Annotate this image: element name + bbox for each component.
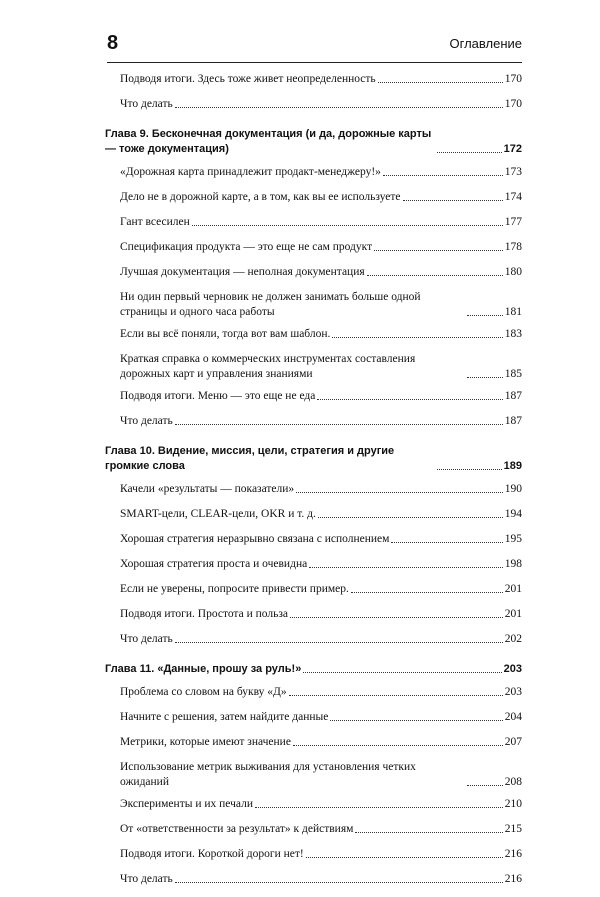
toc-entry-title: Использование метрик выживания для установления четких ожиданий (120, 761, 416, 788)
page-number: 8 (107, 32, 119, 54)
chapter-title: Глава 9. Бесконечная документация (и да, дорожные карты — тоже документация) (105, 128, 432, 155)
dot-leader (403, 199, 503, 201)
toc-entry-page: 216 (504, 848, 522, 860)
toc-entry-page: 181 (504, 306, 522, 318)
dot-leader (467, 376, 503, 378)
toc-entry-title: Гант всесилен (120, 216, 190, 228)
toc-entry-page: 216 (504, 873, 522, 885)
dot-leader (378, 81, 503, 83)
toc-entry-title: Хорошая стратегия проста и очевидна (120, 558, 308, 570)
toc-entry-title: Начните с решения, затем найдите данные (120, 711, 329, 723)
toc-entry (105, 872, 522, 887)
toc-entry (105, 352, 522, 382)
toc-entry (105, 507, 522, 522)
header-rule (107, 62, 522, 63)
dot-leader (317, 398, 502, 400)
dot-leader (355, 831, 502, 833)
dot-leader (192, 224, 503, 226)
chapter-title: Глава 11. «Данные, прошу за руль!» (105, 663, 302, 675)
toc-entry-page: 173 (504, 166, 522, 178)
toc-entry-title: Подводя итоги. Меню — это еще не еда (120, 390, 316, 402)
toc-entry (105, 97, 522, 112)
running-title: Оглавление (449, 36, 522, 51)
toc-entry-title: Что делать (120, 873, 173, 885)
toc-entry-page: 204 (504, 711, 522, 723)
toc-entry-title: Ни один первый черновик не должен занимать больше одной страницы и одного часа работы (120, 291, 421, 318)
dot-leader (293, 744, 503, 746)
toc-entry-title: SMART-цели, CLEAR-цели, OKR и т. д. (120, 508, 316, 520)
toc-entry (105, 389, 522, 404)
toc-entry-page: 180 (504, 266, 522, 278)
toc-entry-title: Метрики, которые имеют значение (120, 736, 291, 748)
toc-entry-title: Подводя итоги. Короткой дороги нет! (120, 848, 304, 860)
toc-entry-page: 187 (504, 390, 522, 402)
dot-leader (296, 491, 503, 493)
toc-entry (105, 710, 522, 725)
dot-leader (306, 856, 503, 858)
toc-entry (105, 847, 522, 862)
dot-leader (351, 591, 503, 593)
dot-leader (290, 616, 503, 618)
dot-leader (367, 274, 503, 276)
toc-entry (105, 240, 522, 255)
chapter-heading (105, 444, 522, 474)
toc-entry (105, 215, 522, 230)
toc-entry (105, 735, 522, 750)
dot-leader (332, 336, 502, 338)
chapter-title: Глава 10. Видение, миссия, цели, стратегия и другие громкие слова (105, 445, 395, 472)
toc-entry-title: Что делать (120, 633, 173, 645)
toc-entry-page: 208 (504, 776, 522, 788)
toc-entry-page: 194 (504, 508, 522, 520)
chapter-page: 189 (503, 460, 522, 472)
dot-leader (303, 671, 501, 673)
toc-entry-page: 203 (504, 686, 522, 698)
toc-entry (105, 532, 522, 547)
toc-entry (105, 632, 522, 647)
toc-entry-page: 187 (504, 415, 522, 427)
chapter-page: 203 (503, 663, 522, 675)
toc-entry-title: Проблема со словом на букву «Д» (120, 686, 287, 698)
dot-leader (391, 541, 502, 543)
toc-entry-page: 215 (504, 823, 522, 835)
toc-entry (105, 165, 522, 180)
toc-entry-page: 190 (504, 483, 522, 495)
toc-entry (105, 822, 522, 837)
toc-entry-page: 202 (504, 633, 522, 645)
dot-leader (383, 174, 503, 176)
toc-entry (105, 557, 522, 572)
toc-entry (105, 482, 522, 497)
toc-entry-page: 210 (504, 798, 522, 810)
toc-entry-page: 170 (504, 73, 522, 85)
toc-entry-page: 177 (504, 216, 522, 228)
dot-leader (289, 694, 503, 696)
toc-entry (105, 797, 522, 812)
toc-entry-title: Если вы всё поняли, тогда вот вам шаблон. (120, 328, 331, 340)
dot-leader (330, 719, 502, 721)
toc-entry-title: Дело не в дорожной карте, а в том, как вы ее используете (120, 191, 401, 203)
toc-entry-title: Лучшая документация — неполная документация (120, 266, 365, 278)
toc-entry-title: Хорошая стратегия неразрывно связана с исполнением (120, 533, 390, 545)
chapter-page: 172 (503, 143, 522, 155)
toc-entry-title: Качели «результаты — показатели» (120, 483, 295, 495)
toc-entry-title: Если не уверены, попросите привести пример. (120, 583, 349, 595)
toc-entry-page: 174 (504, 191, 522, 203)
toc-entry-title: Что делать (120, 415, 173, 427)
toc-entry-page: 183 (504, 328, 522, 340)
chapter-heading (105, 127, 522, 157)
toc-entry-page: 170 (504, 98, 522, 110)
table-of-contents (105, 72, 522, 897)
toc-entry (105, 327, 522, 342)
dot-leader (255, 806, 503, 808)
toc-entry-page: 207 (504, 736, 522, 748)
toc-entry-title: «Дорожная карта принадлежит продакт-менеджеру!» (120, 166, 381, 178)
toc-entry (105, 414, 522, 429)
toc-entry (105, 582, 522, 597)
chapter-heading (105, 662, 522, 677)
dot-leader (374, 249, 503, 251)
toc-entry-page: 195 (504, 533, 522, 545)
dot-leader (437, 468, 502, 470)
dot-leader (175, 423, 503, 425)
dot-leader (309, 566, 503, 568)
toc-entry-title: Подводя итоги. Здесь тоже живет неопределенность (120, 73, 376, 85)
dot-leader (175, 641, 503, 643)
dot-leader (318, 516, 503, 518)
toc-entry-page: 201 (504, 608, 522, 620)
toc-entry-title: Что делать (120, 98, 173, 110)
dot-leader (467, 784, 503, 786)
toc-entry (105, 607, 522, 622)
toc-entry-page: 198 (504, 558, 522, 570)
toc-entry (105, 265, 522, 280)
dot-leader (175, 106, 503, 108)
dot-leader (437, 151, 502, 153)
toc-entry-page: 178 (504, 241, 522, 253)
toc-entry (105, 190, 522, 205)
toc-entry (105, 685, 522, 700)
toc-entry-title: Спецификация продукта — это еще не сам продукт (120, 241, 373, 253)
toc-entry-title: От «ответственности за результат» к действиям (120, 823, 354, 835)
toc-entry (105, 760, 522, 790)
toc-entry-page: 201 (504, 583, 522, 595)
dot-leader (467, 314, 503, 316)
toc-entry-title: Краткая справка о коммерческих инструментах составления дорожных карт и управления знаниями (120, 353, 416, 380)
page-header (0, 0, 600, 60)
toc-entry (105, 72, 522, 87)
toc-entry (105, 290, 522, 320)
toc-entry-title: Подводя итоги. Простота и польза (120, 608, 288, 620)
dot-leader (175, 881, 503, 883)
toc-entry-title: Эксперименты и их печали (120, 798, 253, 810)
toc-entry-page: 185 (504, 368, 522, 380)
